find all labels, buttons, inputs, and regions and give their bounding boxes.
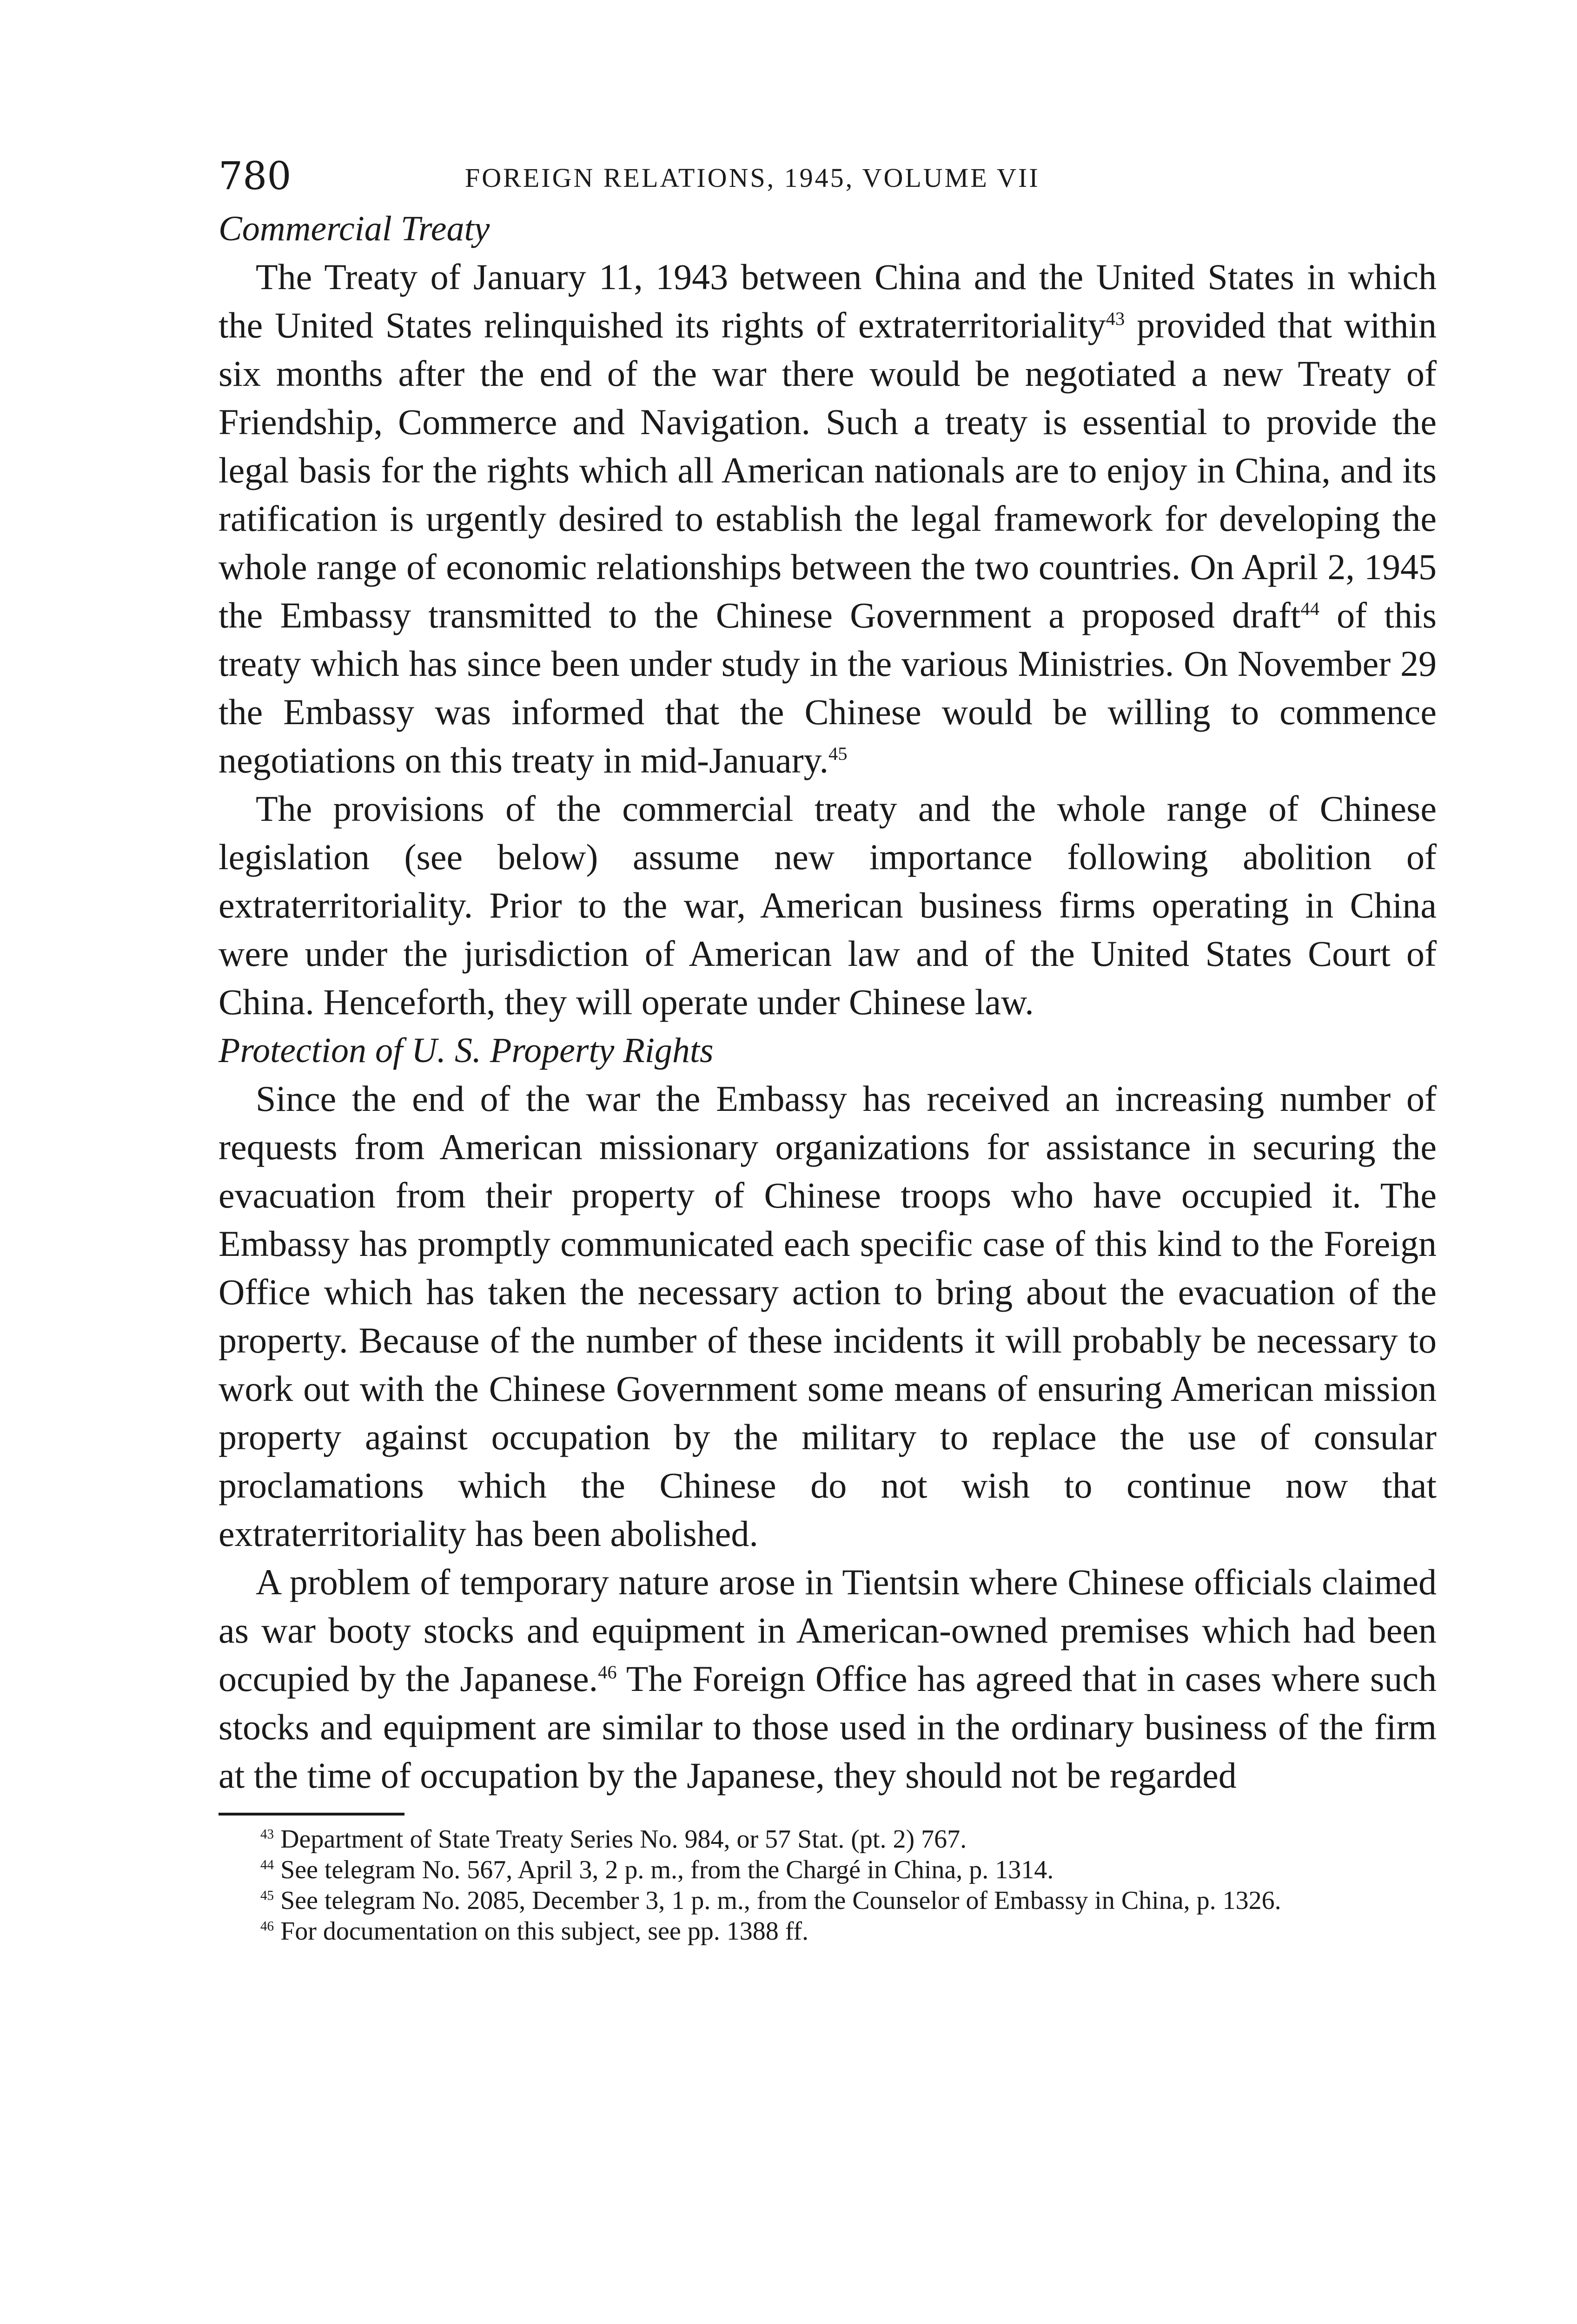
paragraph-property-rights-2: A problem of temporary nature arose in Tientsin where Chinese officials claimed as war booty stocks and equipment in American-owned premises which had been occupied by the Japanese.$^{46}$ The Foreign Office has agreed that in cases where such stocks and equipment are similar to those used in the ordinary business of the firm at the time of occupation by the Japanese, they should not be regarded	[219, 1562, 1437, 1796]
footnote-44: $^{44}$ See telegram No. 567, April 3, 2 p. m., from the Chargé in China, p. 1314.	[260, 1855, 1054, 1884]
page-number: 780	[219, 154, 292, 198]
section-title-property-rights: Protection of U. S. Property Rights	[219, 1031, 714, 1070]
section-title-commercial-treaty: Commercial Treaty	[219, 209, 490, 248]
footnote-ref-43: 43	[1106, 308, 1125, 329]
footnote-45: $^{45}$ See telegram No. 2085, December 3, 1 p. m., from the Counselor of Embassy in China, p. 1326.	[260, 1886, 1281, 1915]
running-title: FOREIGN RELATIONS, 1945, VOLUME VII	[465, 163, 1040, 193]
paragraph-commercial-treaty-2: The provisions of the commercial treaty and the whole range of Chinese legislation (see below) assume new importance following abolition of extraterritoriality. Prior to the war, American business firms operating in China were under the jurisdiction of American law and of the United States Court of China. Henceforth, they will operate under Chinese law.	[219, 788, 1437, 1022]
running-head	[219, 153, 1437, 205]
paragraph-commercial-treaty-1: The Treaty of January 11, 1943 between China and the United States in which the United States relinquished its rights of extraterritoriality$^{43}$ provided that within six months after the end of the war there would be negotiated a new Treaty of Friendship, Commerce and Navigation. Such a treaty is essential to provide the legal basis for the rights which all American nationals are to enjoy in China, and its ratification is urgently desired to establish the legal framework for developing the whole range of economic relationships between the two countries. On April 2, 1945 the Embassy transmitted to the Chinese Government a proposed draft$^{44}$ of this treaty which has since been under study in the various Ministries. On November 29 the Embassy was informed that the Chinese would be willing to commence negotiations on this treaty in mid-January.$^{45}$	[219, 257, 1437, 780]
footnotes	[219, 1824, 1437, 1947]
document-page	[219, 153, 1437, 1947]
footnote-ref-44: 44	[1300, 598, 1319, 619]
footnote-ref-45: 45	[828, 743, 848, 764]
paragraph-property-rights-1: Since the end of the war the Embassy has received an increasing number of requests from American missionary organizations for assistance in securing the evacuation from their property of Chinese troops who have occupied it. The Embassy has promptly communicated each specific case of this kind to the Foreign Office which has taken the necessary action to bring about the evacuation of the property. Because of the number of these incidents it will probably be necessary to work out with the Chinese Government some means of ensuring American mission property against occupation by the military to replace the use of consular proclamations which the Chinese do not wish to continue now that extraterritoriality has been abolished.	[219, 1078, 1437, 1554]
footnote-46: $^{46}$ For documentation on this subject, see pp. 1388 ff.	[260, 1917, 809, 1946]
footnote-ref-46: 46	[598, 1662, 617, 1683]
footnote-43: $^{43}$ Department of State Treaty Series No. 984, or 57 Stat. (pt. 2) 767.	[260, 1825, 967, 1854]
footnote-divider	[219, 1813, 404, 1816]
